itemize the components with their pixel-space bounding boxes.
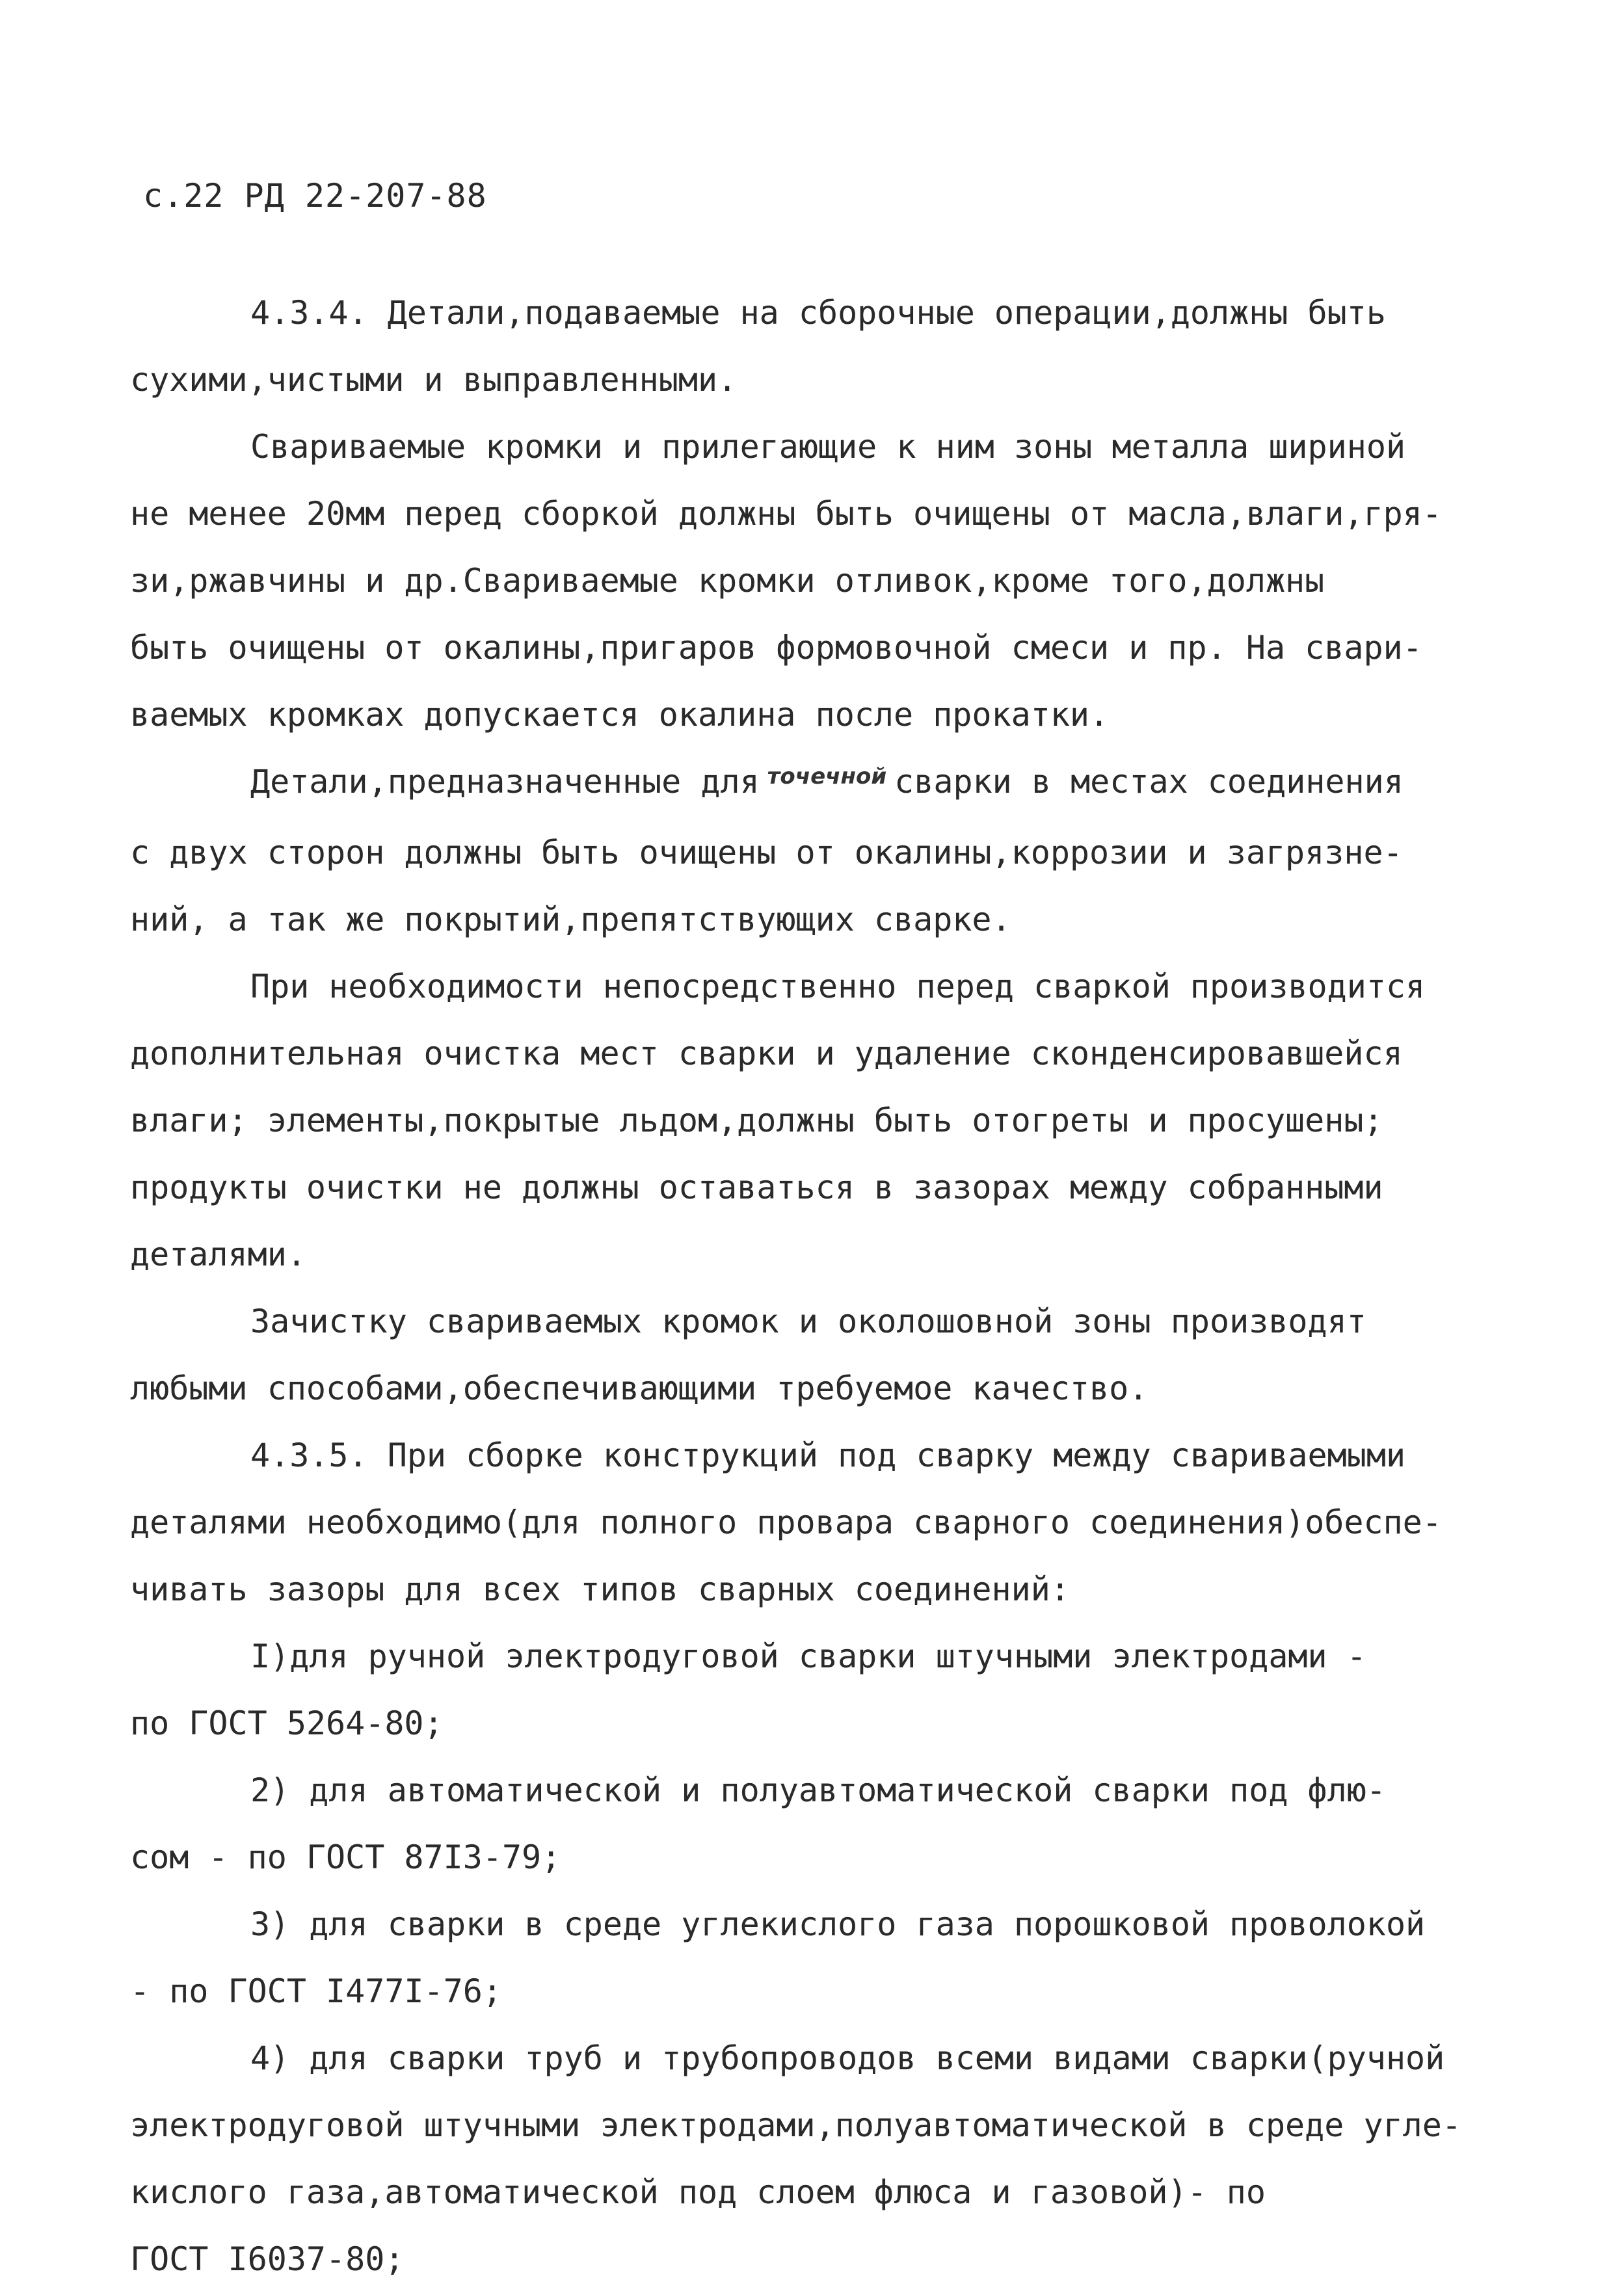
line-prefix: Детали,предназначенные для	[250, 763, 760, 801]
text-line: любыми способами,обеспечивающими требуемое качество.	[130, 1370, 1149, 1407]
text-line: не менее 20мм перед сборкой должны быть очищены от масла,влаги,гря-	[130, 495, 1442, 533]
text-line: - по ГОСТ I477I-76;	[130, 1972, 502, 2010]
text-line: сом - по ГОСТ 87I3-79;	[130, 1838, 561, 1876]
text-line: ГОСТ I6037-80;	[130, 2240, 405, 2278]
text-line: чивать зазоры для всех типов сварных соединений:	[130, 1571, 1070, 1608]
text-line-with-handwritten-insert	[130, 749, 1502, 819]
page-header: с.22 РД 22-207-88	[143, 177, 487, 215]
line-suffix: сварки в местах соединения	[894, 763, 1404, 801]
text-line: Зачистку свариваемых кромок и околошовной зоны производят	[250, 1303, 1366, 1340]
text-line: продукты очистки не должны оставаться в зазорах между собранными	[130, 1169, 1383, 1206]
text-line: Свариваемые кромки и прилегающие к ним зоны металла шириной	[250, 428, 1406, 466]
text-line: ний, а так же покрытий,препятствующих сварке.	[130, 901, 1011, 938]
text-line: I)для ручной электродуговой сварки штучными электродами -	[250, 1637, 1366, 1675]
handwritten-insert: точечной	[767, 763, 887, 789]
text-line: 2) для автоматической и полуавтоматической сварки под флю-	[250, 1771, 1386, 1809]
text-line: 4) для сварки труб и трубопроводов всеми видами сварки(ручной	[250, 2039, 1445, 2077]
text-line: 4.3.5. При сборке конструкций под сварку между свариваемыми	[250, 1437, 1406, 1474]
text-line: 3) для сварки в среде углекислого газа порошковой проволокой	[250, 1905, 1426, 1943]
text-line: с двух сторон должны быть очищены от окалины,коррозии и загрязне-	[130, 834, 1403, 871]
text-line: сухими,чистыми и выправленными.	[130, 361, 738, 399]
text-line: влаги; элементы,покрытые льдом,должны быть отогреты и просушены;	[130, 1102, 1383, 1139]
text-line: электродуговой штучными электродами,полуавтоматической в среде угле-	[130, 2106, 1461, 2144]
text-line: деталями необходимо(для полного провара сварного соединения)обеспе-	[130, 1504, 1442, 1541]
text-line: деталями.	[130, 1236, 306, 1273]
text-line: быть очищены от окалины,пригаров формовочной смеси и пр. На свари-	[130, 629, 1422, 667]
document-body	[130, 280, 1502, 2293]
text-line: кислого газа,автоматической под слоем флюса и газовой)- по	[130, 2173, 1266, 2211]
text-line: ваемых кромках допускается окалина после прокатки.	[130, 696, 1110, 734]
text-line: по ГОСТ 5264-80;	[130, 1704, 444, 1742]
text-line: дополнительная очистка мест сварки и удаление сконденсировавшейся	[130, 1035, 1403, 1072]
text-line: При необходимости непосредственно перед сваркой производится	[250, 968, 1426, 1005]
text-line: зи,ржавчины и др.Свариваемые кромки отливок,кроме того,должны	[130, 562, 1325, 600]
text-line: 4.3.4. Детали,подаваемые на сборочные операции,должны быть	[250, 294, 1386, 332]
